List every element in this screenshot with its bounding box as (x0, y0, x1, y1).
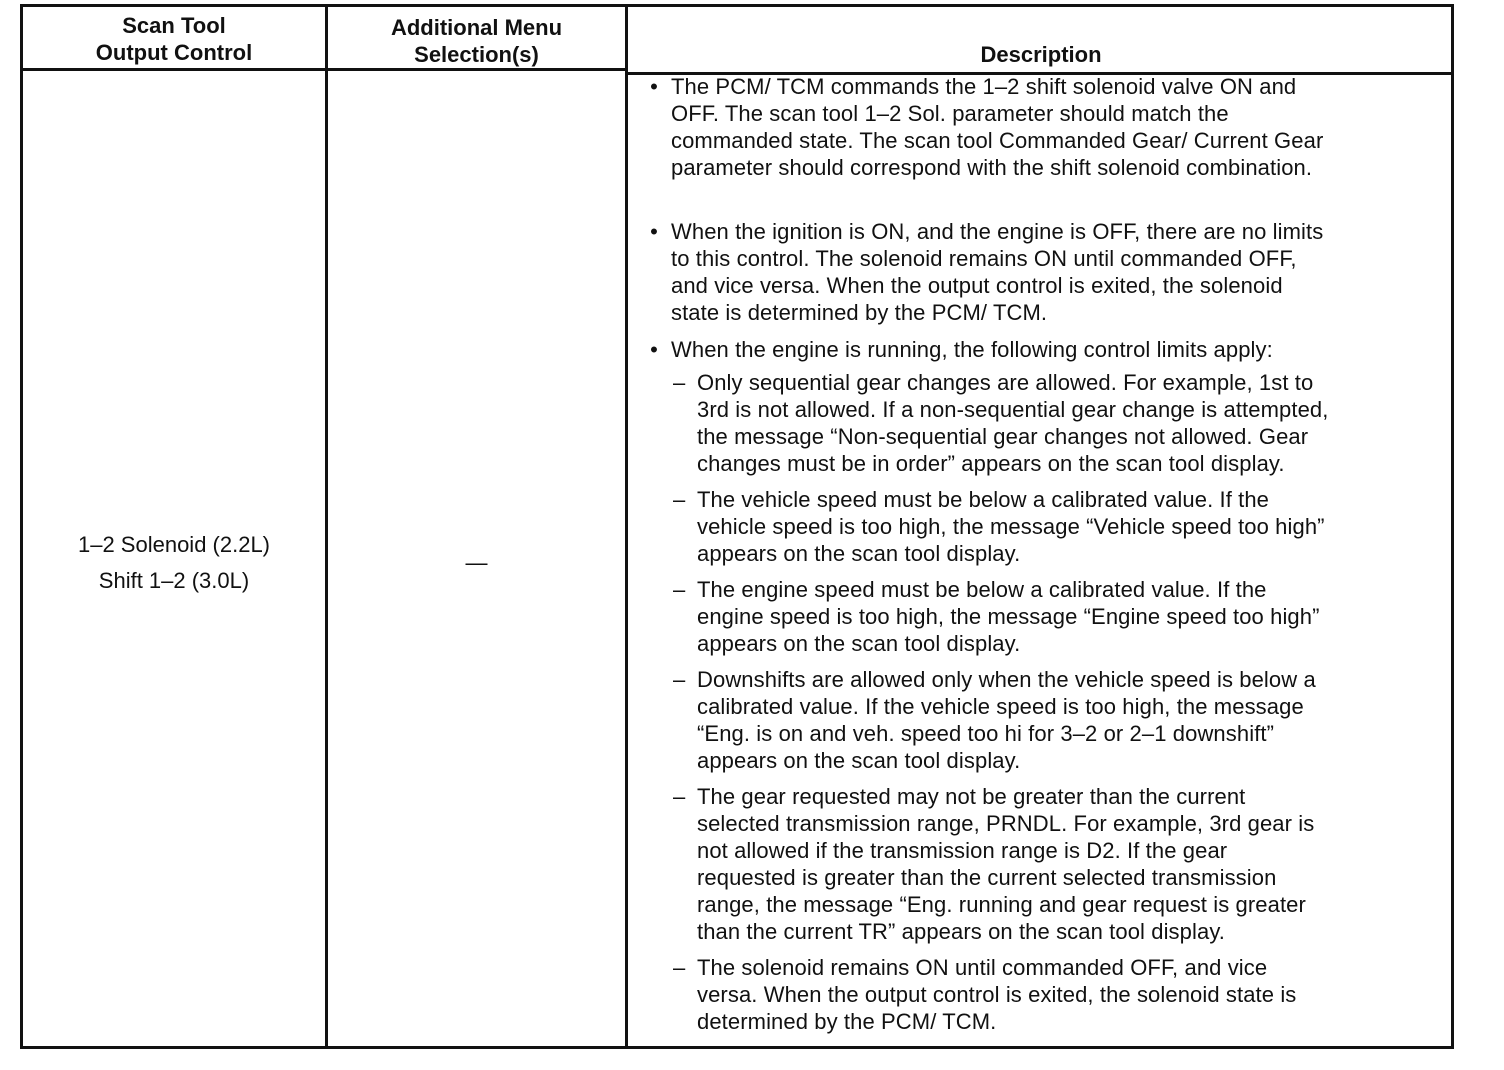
text-line: to this control. The solenoid remains ON until commanded OFF, (671, 246, 1297, 271)
control-limit-text (697, 954, 1435, 1035)
control-limit-item (673, 666, 1435, 774)
text-line: range, the message “Eng. running and gear request is greater (697, 892, 1306, 917)
header-text: Selection(s) (414, 42, 539, 67)
text-line: calibrated value. If the vehicle speed is too high, the message (697, 694, 1304, 719)
control-limit-text (697, 486, 1435, 567)
header-additional-menu-selections (328, 14, 625, 68)
text-line: selected transmission range, PRNDL. For example, 3rd gear is (697, 811, 1315, 836)
text-line: When the engine is running, the following control limits apply: (671, 337, 1273, 362)
control-limit-text (697, 369, 1435, 477)
dash-mark: – (673, 487, 686, 512)
text-line: engine speed is too high, the message “Engine speed too high” (697, 604, 1320, 629)
text-line: appears on the scan tool display. (697, 631, 1021, 656)
bullet-text (671, 73, 1435, 181)
bullet-mark: • (650, 219, 658, 244)
text-line: requested is greater than the current selected transmission (697, 865, 1277, 890)
text-line: The PCM/ TCM commands the 1–2 shift solenoid valve ON and (671, 74, 1297, 99)
bullet-mark: • (650, 337, 658, 362)
text-line: Only sequential gear changes are allowed. For example, 1st to (697, 370, 1314, 395)
text-line: parameter should correspond with the shift solenoid combination. (671, 155, 1313, 180)
text-line: versa. When the output control is exited, the solenoid state is (697, 982, 1297, 1007)
text-line: determined by the PCM/ TCM. (697, 1009, 997, 1034)
text-line: The gear requested may not be greater than the current (697, 784, 1246, 809)
text-line: than the current TR” appears on the scan tool display. (697, 919, 1225, 944)
text-line: appears on the scan tool display. (697, 541, 1021, 566)
control-limit-item (673, 576, 1435, 657)
description-bullet (645, 218, 1435, 326)
header-scan-tool-output-control (23, 12, 325, 66)
control-limit-item (673, 486, 1435, 567)
header-text: Output Control (95, 40, 253, 65)
control-limit-item (673, 954, 1435, 1035)
text-line: changes must be in order” appears on the scan tool display. (697, 451, 1285, 476)
control-limit-item (673, 369, 1435, 477)
dash-mark: – (673, 955, 686, 980)
control-limit-text (697, 783, 1435, 945)
additional-menu-cell: — (465, 550, 488, 575)
description-cell (645, 73, 1435, 1044)
bullet-text (671, 218, 1435, 326)
dash-mark: – (673, 784, 686, 809)
column-divider (625, 7, 628, 1046)
text-line: The vehicle speed must be below a calibrated value. If the (697, 487, 1270, 512)
text-line: state is determined by the PCM/ TCM. (671, 300, 1048, 325)
text-line: “Eng. is on and veh. speed too hi for 3–2 or 2–1 downshift” (697, 721, 1275, 746)
text-line: vehicle speed is too high, the message “Vehicle speed too high” (697, 514, 1325, 539)
dash-mark: – (673, 577, 686, 602)
output-control-name: Shift 1–2 (3.0L) (98, 568, 250, 593)
control-limits-list (673, 369, 1435, 1035)
text-line: The solenoid remains ON until commanded OFF, and vice (697, 955, 1268, 980)
text-line: commanded state. The scan tool Commanded Gear/ Current Gear (671, 128, 1324, 153)
output-control-cell (23, 527, 325, 599)
header-description: Description (980, 42, 1102, 67)
text-line: When the ignition is ON, and the engine is OFF, there are no limits (671, 219, 1324, 244)
header-text: Additional Menu (390, 15, 563, 40)
text-line: not allowed if the transmission range is D2. If the gear (697, 838, 1228, 863)
output-control-name: 1–2 Solenoid (2.2L) (77, 532, 271, 557)
text-line: the message “Non-sequential gear changes not allowed. Gear (697, 424, 1309, 449)
column-divider (325, 7, 328, 1046)
dash-mark: – (673, 667, 686, 692)
text-line: The engine speed must be below a calibrated value. If the (697, 577, 1267, 602)
control-limit-text (697, 666, 1435, 774)
header-text: Scan Tool (122, 13, 226, 38)
text-line: OFF. The scan tool 1–2 Sol. parameter should match the (671, 101, 1229, 126)
dash-mark: – (673, 370, 686, 395)
text-line: and vice versa. When the output control is exited, the solenoid (671, 273, 1283, 298)
bullet-mark: • (650, 74, 658, 99)
description-bullet (645, 336, 1435, 363)
text-line: appears on the scan tool display. (697, 748, 1021, 773)
bullet-text (671, 336, 1435, 363)
control-limit-item (673, 783, 1435, 945)
control-limit-text (697, 576, 1435, 657)
header-rule (23, 68, 628, 71)
text-line: Downshifts are allowed only when the vehicle speed is below a (697, 667, 1316, 692)
description-bullet (645, 73, 1435, 181)
text-line: 3rd is not allowed. If a non-sequential gear change is attempted, (697, 397, 1329, 422)
